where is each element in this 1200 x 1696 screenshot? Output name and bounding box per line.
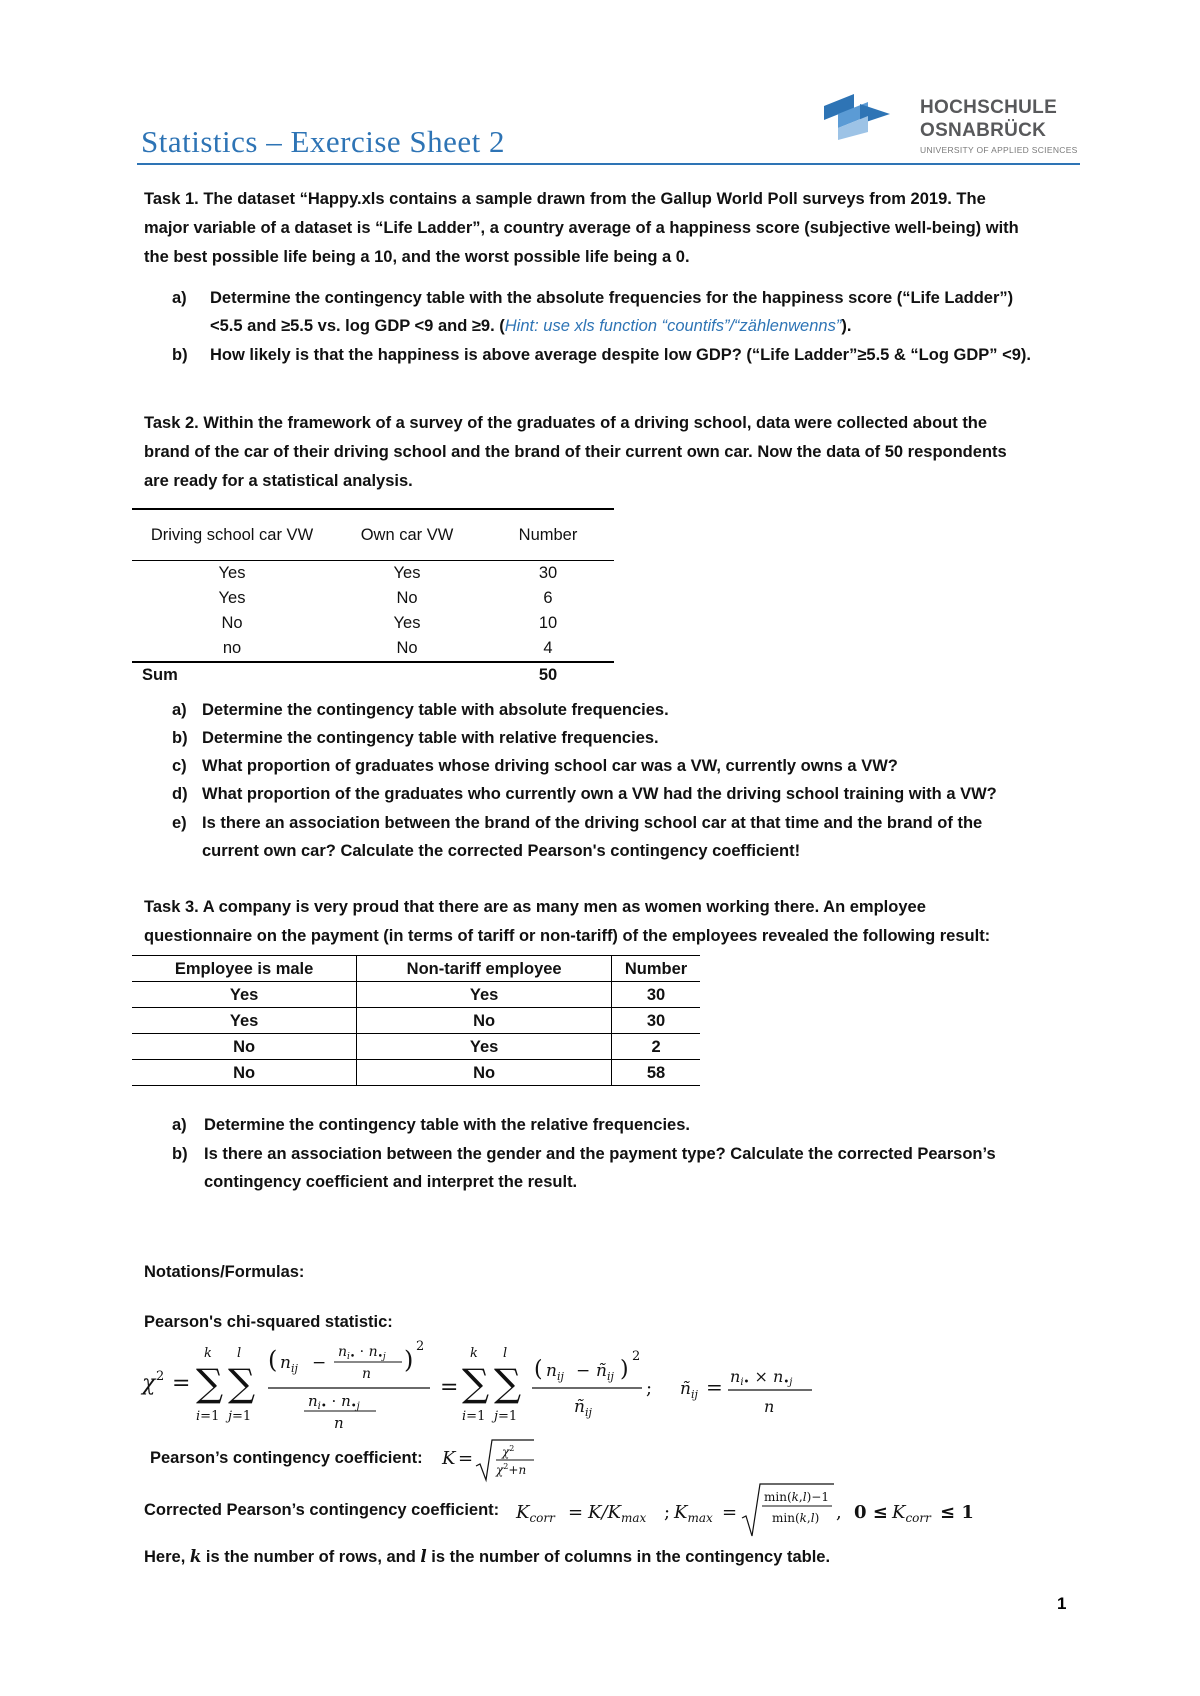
table-cell: Yes bbox=[132, 1008, 357, 1034]
task3-line: questionnaire on the payment (in terms of tariff or non-tariff) of the employees revealed the following result: bbox=[144, 927, 991, 945]
table-cell bbox=[332, 662, 482, 688]
page-number: 1 bbox=[1057, 1594, 1067, 1613]
task3-item-a bbox=[172, 1111, 1072, 1139]
item-text: Is there an association between the brand of the driving school car at that time and the brand of the bbox=[202, 814, 983, 832]
table-header: Number bbox=[612, 956, 700, 982]
chi-squared-label: Pearson's chi-squared statistic: bbox=[144, 1313, 393, 1331]
sum-value: 50 bbox=[482, 662, 614, 688]
item-text: What proportion of graduates whose driving school car was a VW, currently owns a VW? bbox=[202, 757, 898, 775]
table-cell: 2 bbox=[612, 1034, 700, 1060]
svg-text:K/Kmax: $K/K_{max}$ bbox=[588, 1502, 647, 1525]
svg-text:=: = bbox=[706, 1375, 723, 1399]
svg-text:ni• × n•j: ni• × n•j bbox=[730, 1367, 793, 1388]
svg-text:n: n bbox=[362, 1366, 372, 1382]
item-text: Determine the contingency table with absolute frequencies. bbox=[202, 701, 669, 719]
table-sum-row bbox=[132, 662, 614, 688]
svg-text:ñij: $ñ_{ij}$ bbox=[596, 1361, 614, 1383]
task2-item-e bbox=[172, 809, 1072, 865]
corrected-coefficient-label: Corrected Pearson’s contingency coefficient: bbox=[144, 1501, 500, 1519]
item-text: Is there an association between the gender and the payment type? Calculate the corrected Pearson’s bbox=[204, 1145, 996, 1163]
svg-text:∑: ∑ bbox=[228, 1361, 256, 1405]
logo-wordmark bbox=[920, 96, 1057, 142]
table-cell: Yes bbox=[393, 614, 421, 632]
item-marker: d) bbox=[172, 785, 188, 803]
item-text: Determine the contingency table with the absolute frequencies for the happiness score (“Life Ladder”) bbox=[210, 289, 1014, 307]
item-marker: a) bbox=[172, 701, 187, 719]
item-marker: c) bbox=[172, 757, 187, 775]
table-header: Employee is male bbox=[132, 956, 357, 982]
item-text: Determine the contingency table with the relative frequencies. bbox=[204, 1116, 690, 1134]
svg-text:Kcorr: $K_{corr}$ bbox=[516, 1502, 555, 1525]
item-marker: b) bbox=[172, 346, 188, 364]
svg-text:(: ( bbox=[268, 1346, 278, 1374]
svg-text:∑: ∑ bbox=[494, 1361, 522, 1405]
svg-text:k: k bbox=[204, 1346, 212, 1361]
svg-text:2: 2 bbox=[632, 1349, 641, 1364]
table-row bbox=[132, 561, 614, 587]
svg-text:∑: ∑ bbox=[196, 1361, 224, 1405]
task2-item-d bbox=[172, 780, 1072, 808]
task3-item-b bbox=[172, 1140, 1072, 1196]
table-header: Own car VW bbox=[332, 509, 482, 561]
task3-line: Task 3. A company is very proud that there are as many men as women working there. An employee bbox=[144, 898, 926, 916]
task1-item-a bbox=[172, 284, 1072, 340]
chi-squared-formula bbox=[140, 1332, 820, 1432]
svg-text:=: = bbox=[172, 1371, 191, 1396]
table-cell: Yes bbox=[357, 982, 612, 1008]
svg-text:i=1: i=1 bbox=[462, 1409, 486, 1424]
item-marker: a) bbox=[172, 289, 187, 307]
contingency-coefficient-label: Pearson’s contingency coefficient: bbox=[150, 1449, 423, 1467]
task2-item-a bbox=[172, 696, 1072, 724]
svg-text:−: − bbox=[312, 1353, 327, 1373]
svg-text:nij: $n_{ij}$ bbox=[546, 1361, 564, 1383]
task1-line: major variable of a dataset is “Life Ladder”, a country average of a happiness score (subjective well-being) with bbox=[144, 219, 1019, 237]
task1-intro bbox=[144, 185, 1084, 272]
svg-text:2: 2 bbox=[416, 1339, 425, 1354]
task2-table bbox=[132, 508, 614, 688]
table-cell: No bbox=[396, 589, 418, 607]
task2-intro bbox=[144, 409, 1084, 496]
item-text-pre: <5.5 and ≥5.5 vs. log GDP <9 and ≥9. ( bbox=[210, 317, 505, 335]
svg-text:): ) bbox=[404, 1346, 414, 1374]
table-cell: No bbox=[357, 1008, 612, 1034]
formulas-heading: Notations/Formulas: bbox=[144, 1263, 305, 1281]
svg-text:;: ; bbox=[646, 1378, 653, 1399]
svg-text:ni• · n•j: $n_{i•} \cdot n_{•j}$ bbox=[338, 1344, 386, 1362]
item-text: What proportion of the graduates who currently own a VW had the driving school training with a VW? bbox=[202, 785, 997, 803]
svg-text:Kcorr: $K_{corr}$ bbox=[892, 1502, 931, 1525]
table-row bbox=[132, 636, 614, 662]
item-text-line2: current own car? Calculate the corrected Pearson's contingency coefficient! bbox=[202, 842, 801, 860]
table-cell: No bbox=[396, 639, 418, 657]
table-cell: Yes bbox=[357, 1034, 612, 1060]
table-cell: 30 bbox=[538, 564, 558, 582]
svg-text:i=1: i=1 bbox=[196, 1409, 220, 1424]
item-marker: a) bbox=[172, 1116, 187, 1134]
svg-text:Kmax: $K_{max}$ bbox=[674, 1502, 713, 1525]
table-cell: No bbox=[357, 1060, 612, 1086]
task2-item-c bbox=[172, 752, 1072, 780]
svg-text:n: n bbox=[764, 1397, 775, 1416]
svg-text:=: = bbox=[458, 1448, 474, 1469]
svg-text:l: l bbox=[503, 1346, 508, 1361]
table-cell: 58 bbox=[612, 1060, 700, 1086]
item-marker: b) bbox=[172, 1145, 188, 1163]
note-pre: Here, bbox=[144, 1548, 190, 1566]
formula-note bbox=[144, 1542, 830, 1572]
table-cell: 30 bbox=[612, 982, 700, 1008]
svg-text:;: ; bbox=[664, 1502, 671, 1523]
table-cell: 4 bbox=[543, 639, 553, 657]
task3-intro bbox=[144, 893, 1084, 951]
svg-text:n: n bbox=[334, 1414, 344, 1432]
svg-text:K: K bbox=[442, 1448, 456, 1469]
table-cell: No bbox=[132, 1060, 357, 1086]
svg-text:l: l bbox=[237, 1346, 242, 1361]
svg-text:=: = bbox=[722, 1502, 738, 1523]
svg-text:=: = bbox=[568, 1502, 584, 1523]
task2-item-b bbox=[172, 724, 1072, 752]
table-row bbox=[132, 611, 614, 636]
svg-text:2: 2 bbox=[156, 1369, 165, 1384]
title-underline bbox=[137, 163, 1080, 165]
item-text-line2: contingency coefficient and interpret the result. bbox=[204, 1173, 578, 1191]
task2-line: Task 2. Within the framework of a survey of the graduates of a driving school, data were collected about the bbox=[144, 414, 988, 432]
task1-line: Task 1. The dataset “Happy.xls contains a sample drawn from the Gallup World Poll surveys from 2019. The bbox=[144, 190, 986, 208]
svg-text:0 ≤: 0 ≤ bbox=[854, 1502, 888, 1523]
contingency-coefficient-formula bbox=[440, 1436, 540, 1486]
task2-line: brand of the car of their driving school and the brand of their current own car. Now the data of 50 respondents bbox=[144, 443, 1007, 461]
note-k: k bbox=[189, 1547, 202, 1566]
table-cell: No bbox=[132, 1034, 357, 1060]
item-text: Determine the contingency table with relative frequencies. bbox=[202, 729, 659, 747]
note-post: is the number of columns in the contingency table. bbox=[426, 1548, 831, 1566]
svg-text:χ2: $\chi^2$ bbox=[502, 1444, 515, 1459]
svg-text:∑: ∑ bbox=[462, 1361, 490, 1405]
svg-text:ñij: $ñ_{ij}$ bbox=[574, 1397, 592, 1419]
table-cell: 10 bbox=[538, 614, 558, 632]
page-title: Statistics – Exercise Sheet 2 bbox=[141, 124, 506, 159]
svg-text:nij: $n_{ij}$ bbox=[280, 1353, 298, 1375]
svg-text:min(k,l): min(k,l) bbox=[772, 1511, 820, 1525]
task1-line: the best possible life being a 10, and the worst possible life being a 0. bbox=[144, 248, 690, 266]
svg-text:χ: χ bbox=[142, 1371, 156, 1396]
svg-text:χ2+n: $\chi^2+n$ bbox=[496, 1462, 527, 1477]
task2-line: are ready for a statistical analysis. bbox=[144, 472, 413, 490]
svg-text:ñij: $ñ_{ij}$ bbox=[680, 1379, 698, 1401]
item-text: How likely is that the happiness is above average despite low GDP? (“Life Ladder”≥5.5 & “Log GDP” <9). bbox=[210, 346, 1031, 364]
note-mid: is the number of rows, and bbox=[201, 1548, 421, 1566]
svg-text:j=1: j=1 bbox=[228, 1409, 252, 1424]
svg-text:,: , bbox=[836, 1502, 842, 1523]
logo-subtitle: UNIVERSITY OF APPLIED SCIENCES bbox=[920, 145, 1078, 155]
table-row bbox=[132, 1008, 700, 1034]
table-cell: 30 bbox=[612, 1008, 700, 1034]
item-text-post: ). bbox=[841, 317, 852, 335]
table-header: Driving school car VW bbox=[132, 509, 332, 561]
table-cell: Yes bbox=[218, 589, 246, 607]
table-cell: Yes bbox=[218, 564, 246, 582]
table-row bbox=[132, 586, 614, 611]
hint-text: Hint: use xls function “countifs”/“zählenwenns” bbox=[504, 317, 842, 335]
svg-text:=: = bbox=[440, 1375, 459, 1400]
svg-text:k: k bbox=[470, 1346, 478, 1361]
svg-text:≤ 1: ≤ 1 bbox=[940, 1502, 974, 1523]
svg-text:j=1: j=1 bbox=[494, 1409, 518, 1424]
table-row bbox=[132, 1034, 700, 1060]
svg-text:−: − bbox=[576, 1361, 591, 1381]
table-cell: 6 bbox=[543, 589, 553, 607]
table-header: Non-tariff employee bbox=[357, 956, 612, 982]
logo-line-1: HOCHSCHULE bbox=[920, 97, 1058, 118]
svg-text:min(k,l)−1: min(k,l)−1 bbox=[764, 1490, 829, 1504]
item-text-line2 bbox=[210, 312, 1090, 340]
sum-label: Sum bbox=[132, 662, 332, 688]
table-cell: Yes bbox=[393, 564, 421, 582]
logo-line-2: OSNABRÜCK bbox=[920, 120, 1047, 141]
table-cell: no bbox=[222, 639, 242, 657]
svg-text:(: ( bbox=[534, 1357, 543, 1382]
university-logo-icon bbox=[824, 92, 904, 142]
svg-text:ni• · n•j: $n_{i•} \cdot n_{•j}$ bbox=[308, 1392, 360, 1412]
item-marker: e) bbox=[172, 814, 187, 832]
task1-item-b bbox=[172, 341, 1072, 369]
table-cell: No bbox=[221, 614, 243, 632]
item-marker: b) bbox=[172, 729, 188, 747]
corrected-coefficient-formula bbox=[514, 1480, 984, 1540]
table-row bbox=[132, 982, 700, 1008]
svg-text:): ) bbox=[620, 1357, 629, 1382]
table-cell: Yes bbox=[132, 982, 357, 1008]
table-header: Number bbox=[482, 509, 614, 561]
note-l: l bbox=[420, 1547, 427, 1566]
table-row bbox=[132, 1060, 700, 1086]
task3-table bbox=[132, 955, 700, 1086]
